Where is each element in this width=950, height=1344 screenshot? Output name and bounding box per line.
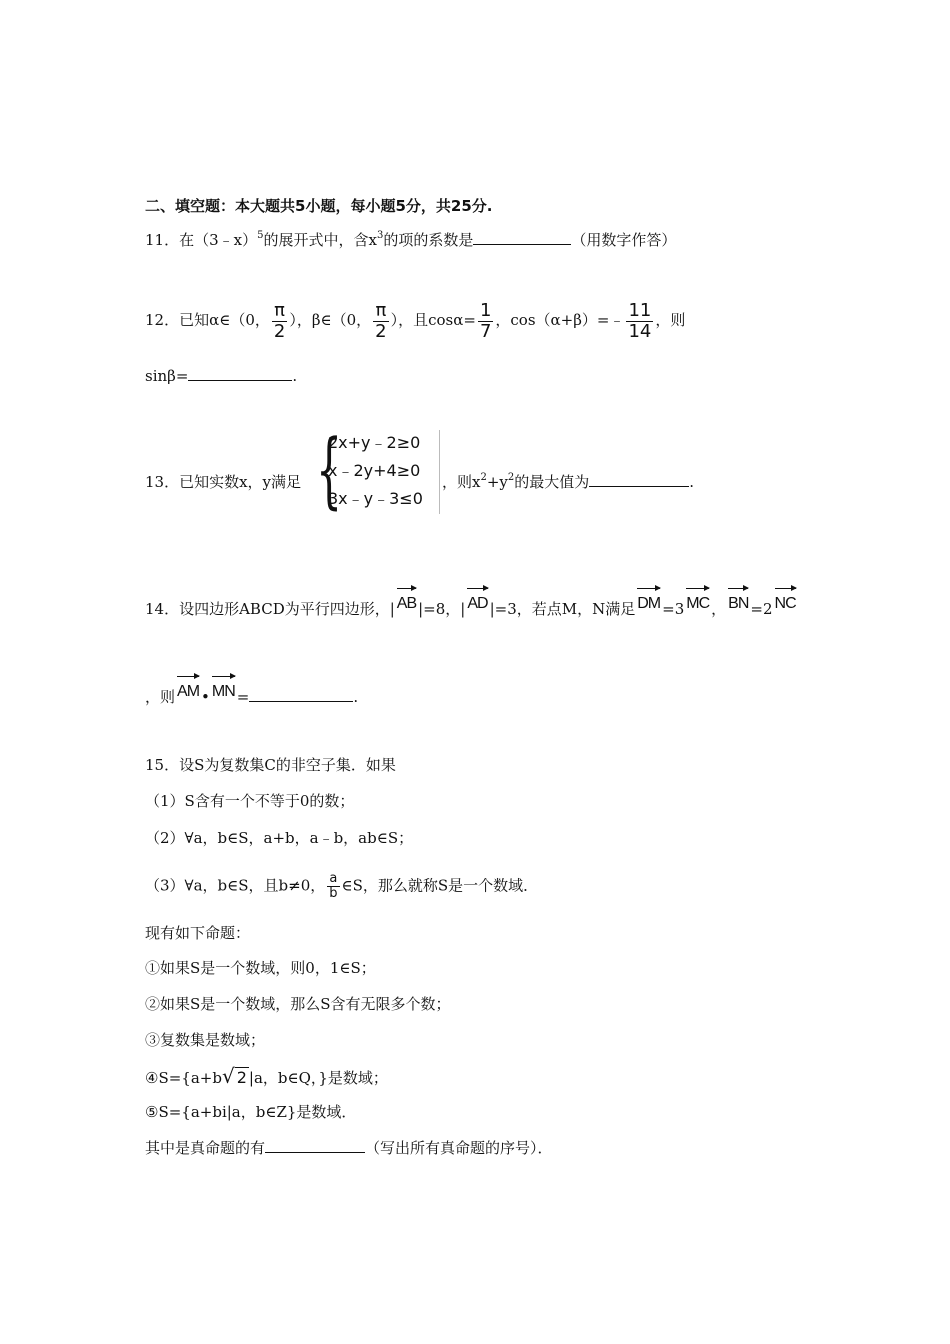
fraction	[373, 301, 388, 342]
question-12	[145, 298, 685, 342]
vector-arrow-icon	[467, 588, 487, 589]
fraction-denominator: 14	[628, 320, 652, 342]
question-14	[145, 586, 798, 619]
q12-text: ），β∈（0，	[289, 311, 372, 329]
vector-am	[177, 674, 199, 702]
fraction-numerator: 11	[628, 299, 652, 321]
fraction	[272, 301, 287, 342]
inequality-row: x﹣2y+4≥0	[328, 461, 421, 480]
answer-blank[interactable]	[188, 366, 292, 381]
vector-arrow-icon	[212, 676, 235, 677]
inequality-system	[316, 423, 440, 518]
vector-bn	[728, 586, 748, 614]
q13-exponent: 2	[507, 472, 515, 483]
q11-text: 的展开式中，含x	[263, 231, 377, 249]
dot-product-symbol: •	[201, 688, 210, 706]
question-12-line2	[145, 366, 297, 386]
q11-text: （用数字作答）	[571, 231, 677, 249]
radicand: 2	[236, 1068, 247, 1087]
fraction-denominator: b	[329, 886, 338, 901]
q14-text: |=8，|	[418, 600, 466, 618]
q14-text: ，	[711, 600, 727, 618]
q14-text: |=3，若点M，N满足	[489, 600, 636, 618]
vector-label: NC	[774, 595, 796, 612]
q15-intro: 15．设S为复数集C的非空子集．如果	[145, 756, 396, 774]
q15-text: （3）∀a，b∈S，且b≠0，	[145, 876, 326, 895]
vector-label: AD	[467, 595, 488, 612]
question-11	[145, 230, 676, 250]
q12-text: ，则	[655, 311, 686, 329]
vector-ad	[467, 586, 487, 614]
sqrt-symbol: √ 2	[221, 1064, 247, 1088]
fraction	[478, 301, 493, 342]
question-14-line2	[145, 674, 358, 707]
vector-label: AM	[177, 683, 200, 700]
fraction-numerator: 1	[479, 299, 492, 321]
q13-exponent: 2	[480, 472, 487, 483]
q15-condition-1: （1）S含有一个不等于0的数；	[145, 792, 355, 810]
q14-text: =2	[750, 600, 773, 618]
q15-props-title: 现有如下命题：	[145, 924, 251, 942]
q12-text: ，cos（α+β）=﹣	[495, 311, 625, 329]
q13-text: 13．已知实数x，y满足	[145, 473, 302, 491]
question-13-tail	[442, 472, 694, 492]
q15-prop-2: ②如果S是一个数域，那么S含有无限多个数；	[145, 995, 451, 1013]
vector-label: DM	[637, 595, 661, 612]
q12-text: ），且cosα=	[390, 311, 476, 329]
q15-text: （写出所有真命题的序号）．	[365, 1139, 553, 1157]
q11-text: 11．在（3﹣x）	[145, 231, 258, 249]
fraction-denominator: 2	[273, 320, 286, 342]
answer-blank[interactable]	[473, 230, 571, 245]
q13-text: +y	[486, 473, 508, 491]
q14-text: .	[353, 688, 359, 706]
inequality-row: 2x+y﹣2≥0	[328, 433, 421, 452]
answer-blank[interactable]	[249, 687, 353, 702]
q11-exponent: 3	[376, 230, 384, 241]
vector-label: BN	[728, 595, 749, 612]
vector-arrow-icon	[637, 588, 660, 589]
inequality-row: 3x﹣y﹣3≤0	[328, 489, 423, 508]
fraction	[327, 872, 339, 901]
q12-text: sinβ=	[145, 367, 189, 385]
q14-text: =3	[662, 600, 685, 618]
vector-arrow-icon	[775, 588, 796, 589]
q14-text: 14．设四边形ABCD为平行四边形，|	[145, 600, 395, 618]
q12-text: .	[292, 367, 298, 385]
q13-text: 的最大值为	[514, 473, 590, 491]
q15-text: |a，b∈Q，}是数域；	[248, 1069, 388, 1087]
fraction-denominator: 7	[479, 320, 492, 342]
fraction-numerator: π	[274, 299, 286, 321]
q15-prop-3: ③复数集是数域；	[145, 1031, 266, 1049]
fraction	[626, 301, 653, 342]
q12-text: 12．已知α∈（0，	[145, 311, 270, 329]
vector-label: MC	[686, 595, 710, 612]
vector-arrow-icon	[397, 588, 416, 589]
answer-blank[interactable]	[265, 1138, 365, 1153]
q15-condition-3	[145, 872, 538, 901]
q15-prop-5: ⑤S={a+bi|a，b∈Z}是数域．	[145, 1103, 357, 1121]
q13-text: .	[689, 473, 695, 491]
vector-ab	[397, 586, 416, 614]
vector-mc	[686, 586, 709, 614]
q15-prop-1: ①如果S是一个数域，则0，1∈S；	[145, 959, 376, 977]
vector-dm	[637, 586, 660, 614]
q15-text: ④S={a+b	[145, 1069, 222, 1087]
q14-text: =	[236, 688, 250, 706]
q11-text: 的项的系数是	[383, 231, 474, 249]
vector-nc	[775, 586, 796, 614]
vector-label: MN	[211, 683, 235, 700]
section-title: 二、填空题：本大题共5小题，每小题5分，共25分.	[145, 197, 493, 215]
vector-arrow-icon	[728, 588, 748, 589]
vector-arrow-icon	[686, 588, 709, 589]
q15-final	[145, 1138, 553, 1158]
answer-blank[interactable]	[589, 472, 689, 487]
q15-text: ∈S，那么就称S是一个数域．	[341, 876, 539, 895]
vector-arrow-icon	[177, 676, 199, 677]
q15-condition-2: （2）∀a，b∈S，a+b，a﹣b，ab∈S；	[145, 829, 414, 847]
vector-mn	[212, 674, 235, 702]
q11-exponent: 5	[257, 230, 264, 241]
q15-prop-4	[145, 1066, 388, 1088]
vector-label: AB	[396, 595, 417, 612]
fraction-numerator: a	[329, 871, 338, 886]
q14-text: ，则	[145, 688, 176, 706]
divider	[439, 430, 440, 514]
fraction-denominator: 2	[375, 320, 387, 342]
brace-symbol: {	[316, 423, 343, 518]
q13-text: ，则x	[442, 473, 481, 491]
q15-text: 其中是真命题的有	[145, 1139, 266, 1157]
question-13-lead	[145, 472, 301, 492]
fraction-numerator: π	[375, 299, 387, 321]
